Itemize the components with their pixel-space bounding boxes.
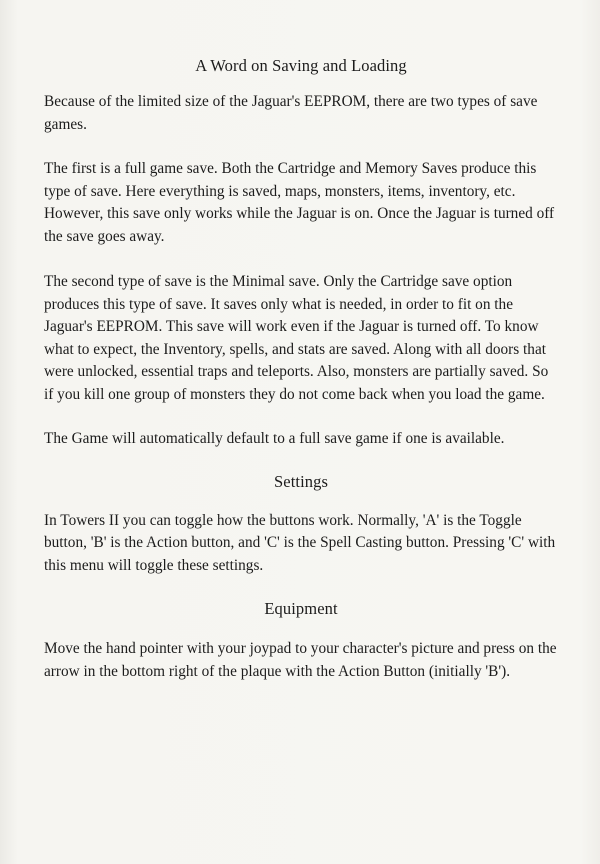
saving-paragraph-intro: Because of the limited size of the Jaguar's EEPROM, there are two types of save games. [44, 93, 538, 133]
saving-paragraph-full-save: The first is a full game save. Both the Cartridge and Memory Saves produce this type of save. Here everything is saved, maps, monsters, items, inventory, etc. However, this save only works while the Jaguar is on. Once the Jaguar is turned off the save goes away. [44, 160, 555, 245]
saving-heading: A Word on Saving and Loading [195, 56, 407, 75]
saving-paragraph-default: The Game will automatically default to a full save game if one is available. [44, 430, 505, 447]
equipment-heading: Equipment [264, 599, 338, 618]
settings-paragraph: In Towers II you can toggle how the buttons work. Normally, 'A' is the Toggle button, 'B' is the Action button, and 'C' is the Spell Casting button. Pressing 'C' with this menu will toggle these settings. [44, 511, 556, 574]
settings-heading: Settings [274, 471, 328, 491]
equipment-paragraph: Move the hand pointer with your joypad to your character's picture and press on the arrow in the bottom right of the plaque with the Action Button (initially 'B'). [44, 640, 557, 680]
saving-paragraph-minimal-save: The second type of save is the Minimal save. Only the Cartridge save option produces this type of save. It saves only what is needed, in order to fit on the Jaguar's EEPROM. This save will work even if the Jaguar is turned off. To know what to expect, the Inventory, spells, and stats are saved. Along with all doors that were unlocked, essential traps and teleports. Also, monsters are partially saved. So if you kill one group of monsters they do not come back when you load the game. [44, 273, 549, 403]
